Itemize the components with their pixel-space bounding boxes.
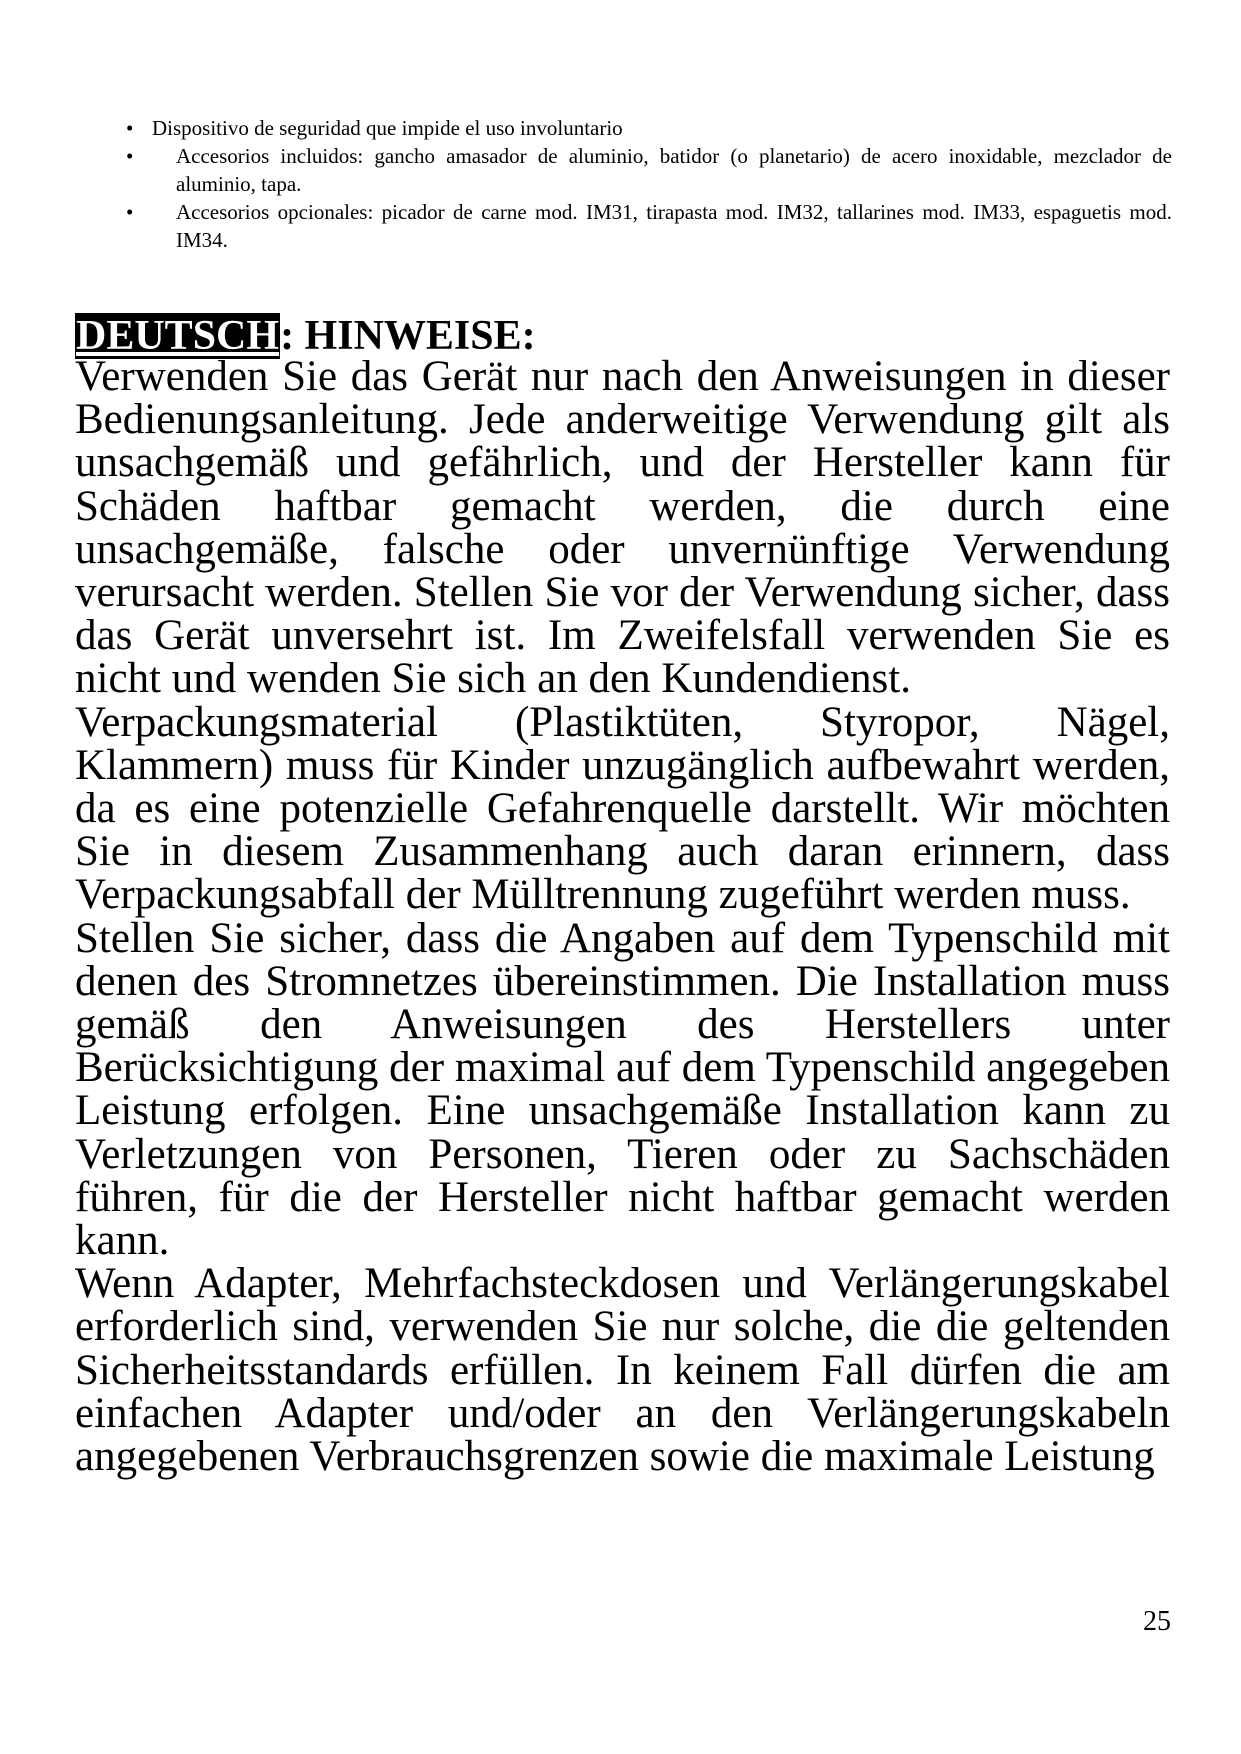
- bullet-marker: •: [126, 200, 134, 224]
- bullet-text: Dispositivo de seguridad que impide el uso involuntario: [152, 116, 623, 140]
- accessory-bullet-list: [122, 114, 1172, 254]
- bullet-marker: •: [126, 116, 134, 140]
- page-number: 25: [1143, 1606, 1171, 1637]
- section-title: : HINWEISE:: [280, 313, 536, 359]
- bullet-item: [122, 114, 1172, 142]
- paragraph: Verpackungsmaterial (Plastiktüten, Styropor, Nägel, Klammern) muss für Kinder unzugänglich aufbewahrt werden, da es eine potenzielle Gefahrenquelle darstellt. Wir möchten Sie in diesem Zusammenhang auch daran erinnern, dass Verpackungsabfall der Mülltrennung zugeführt werden muss.: [75, 698, 1170, 919]
- bullet-item: [122, 142, 1172, 198]
- language-label: DEUTSCH: [76, 313, 280, 359]
- bullet-marker: •: [126, 144, 134, 168]
- paragraph: Wenn Adapter, Mehrfachsteckdosen und Verlängerungskabel erforderlich sind, verwenden Sie nur solche, die die geltenden Sicherheitsstandards erfüllen. In keinem Fall dürfen die am einfachen Adapter und/oder an den Verlängerungskabeln angegebenen Verbrauchsgrenzen sowie die maximale Leistung: [75, 1260, 1170, 1481]
- bullet-text: Accesorios incluidos: gancho amasador de aluminio, batidor (o planetario) de acero inoxidable, mezclador de aluminio, tapa.: [176, 144, 1172, 196]
- paragraph: Stellen Sie sicher, dass die Angaben auf dem Typenschild mit denen des Stromnetzes übereinstimmen. Die Installation muss gemäß den Anweisungen des Herstellers unter Berücksichtigung der maximal auf dem Typenschild angegeben Leistung erfolgen. Eine unsachgemäße Installation kann zu Verletzungen von Personen, Tieren oder zu Sachschäden führen, für die der Hersteller nicht haftbar gemacht werden kann.: [75, 914, 1170, 1265]
- bullet-text: Accesorios opcionales: picador de carne mod. IM31, tirapasta mod. IM32, tallarines mod. IM33, espaguetis mod. IM34.: [176, 200, 1172, 252]
- paragraph: Verwenden Sie das Gerät nur nach den Anweisungen in dieser Bedienungsanleitung. Jede anderweitige Verwendung gilt als unsachgemäß und gefährlich, und der Hersteller kann für Schäden haftbar gemacht werden, die durch eine unsachgemäße, falsche oder unvernünftige Verwendung verursacht werden. Stellen Sie vor der Verwendung sicher, dass das Gerät unversehrt ist. Im Zweifelsfall verwenden Sie es nicht und wenden Sie sich an den Kundendienst.: [75, 353, 1170, 703]
- warnings-body: [75, 353, 1170, 1481]
- bullet-item: [122, 198, 1172, 254]
